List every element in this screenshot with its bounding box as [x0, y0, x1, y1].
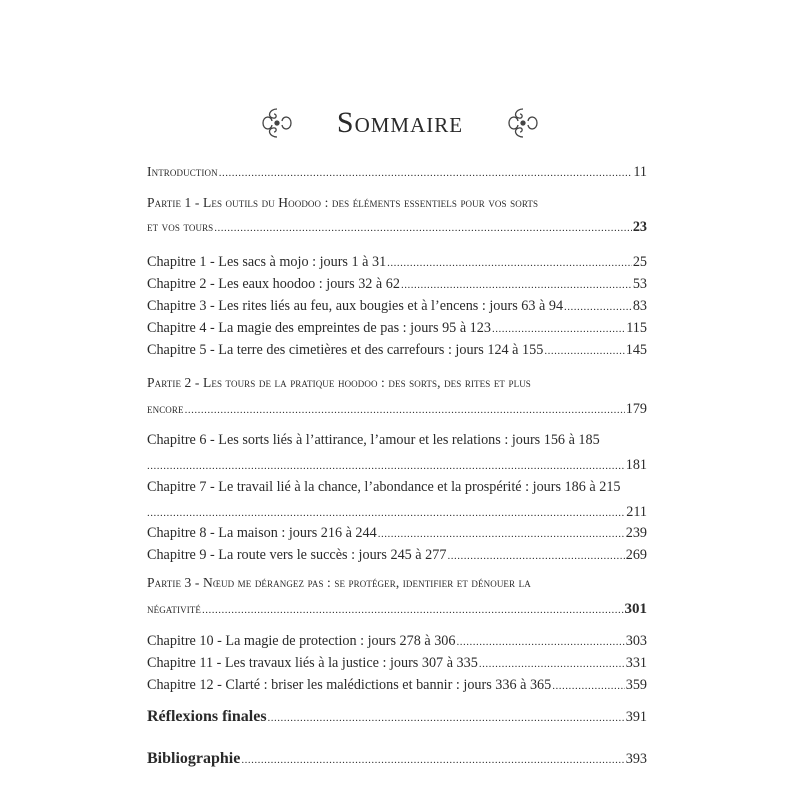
page-number: 211 — [626, 504, 647, 520]
entry-label: Chapitre 4 - La magie des empreintes de pas : jours 95 à 123 — [147, 320, 491, 336]
toc-entry-partie-3[interactable] — [147, 574, 647, 619]
leader-dots — [147, 457, 625, 475]
leader-dots — [544, 342, 624, 360]
entry-label: Chapitre 10 - La magie de protection : jours 278 à 306 — [147, 633, 456, 649]
entry-label: Chapitre 7 - Le travail lié à la chance, l’abondance et la prospérité : jours 186 à 215 — [147, 479, 621, 495]
page-number: 301 — [624, 601, 647, 617]
leader-dots — [401, 276, 632, 294]
page-number: 11 — [633, 164, 647, 180]
leader-dots — [219, 164, 633, 182]
leader-dots — [268, 709, 625, 727]
toc-entry-chapitre-10[interactable] — [147, 632, 647, 651]
toc-entry-chapitre-5[interactable] — [147, 341, 647, 360]
part-title-line1: Les tours de la pratique hoodoo : des sorts, des rites et plus — [203, 375, 531, 390]
part-title-line2: négativité — [147, 601, 201, 616]
page-number: 239 — [625, 525, 647, 541]
entry-label: Introduction — [147, 164, 218, 179]
page-number: 115 — [626, 320, 647, 336]
entry-label: Chapitre 6 - Les sorts liés à l’attirance, l’amour et les relations : jours 156 à 185 — [147, 432, 600, 448]
page-number: 145 — [625, 342, 647, 358]
leader-dots — [492, 320, 625, 338]
page-number: 53 — [632, 276, 647, 292]
page-number: 303 — [625, 633, 647, 649]
part-prefix: Partie 3 - — [147, 575, 200, 590]
flourish-left-icon — [259, 105, 295, 141]
toc-entry-chapitre-12[interactable] — [147, 676, 647, 695]
toc-entry-chapitre-2[interactable] — [147, 275, 647, 294]
entry-label: Chapitre 1 - Les sacs à mojo : jours 1 à 31 — [147, 254, 387, 270]
page-number: 269 — [625, 547, 647, 563]
leader-dots — [564, 298, 632, 316]
page-number: 391 — [625, 709, 647, 725]
flourish-right-icon — [505, 105, 541, 141]
page-number: 23 — [632, 219, 647, 235]
leader-dots — [457, 633, 625, 651]
leader-dots — [147, 504, 625, 522]
leader-dots — [387, 254, 632, 272]
page-number: 25 — [632, 254, 647, 270]
toc-entry-chapitre-6[interactable] — [147, 431, 647, 475]
page-number: 359 — [625, 677, 647, 693]
toc-entry-chapitre-11[interactable] — [147, 654, 647, 673]
entry-label: Bibliographie — [147, 750, 241, 767]
part-title-line2: et vos tours — [147, 219, 214, 234]
page-title: Sommaire — [336, 106, 464, 139]
entry-label: Chapitre 12 - Clarté : briser les malédictions et bannir : jours 336 à 365 — [147, 677, 552, 693]
leader-dots — [552, 677, 624, 695]
toc-entry-bibliographie[interactable] — [147, 750, 647, 769]
leader-dots — [241, 751, 624, 769]
toc-entry-chapitre-3[interactable] — [147, 297, 647, 316]
page-number: 83 — [632, 298, 647, 314]
toc-entry-introduction[interactable] — [147, 163, 647, 182]
leader-dots — [214, 219, 632, 237]
toc-entry-partie-2[interactable] — [147, 374, 647, 419]
toc-entry-reflexions-finales[interactable] — [147, 708, 647, 727]
toc-entry-chapitre-7[interactable] — [147, 478, 647, 522]
part-title-line1: Nœud me dérangez pas : se protéger, identifier et dénouer la — [203, 575, 531, 590]
toc-entry-partie-1[interactable] — [147, 194, 647, 237]
toc-entry-chapitre-1[interactable] — [147, 253, 647, 272]
page-number: 331 — [625, 655, 647, 671]
part-title-line2: encore — [147, 401, 184, 416]
entry-label: Chapitre 9 - La route vers le succès : jours 245 à 277 — [147, 547, 447, 563]
entry-label: Chapitre 11 - Les travaux liés à la justice : jours 307 à 335 — [147, 655, 478, 671]
leader-dots — [185, 401, 625, 419]
leader-dots — [202, 601, 624, 619]
entry-label: Chapitre 5 - La terre des cimetières et des carrefours : jours 124 à 155 — [147, 342, 544, 358]
part-title-line1: Les outils du Hoodoo : des éléments essentiels pour vos sorts — [203, 195, 539, 210]
title-row — [0, 98, 800, 148]
entry-label: Chapitre 8 - La maison : jours 216 à 244 — [147, 525, 377, 541]
leader-dots — [479, 655, 625, 673]
page-number: 393 — [625, 751, 647, 767]
entry-label: Réflexions finales — [147, 708, 267, 725]
page-number: 179 — [625, 401, 647, 417]
part-prefix: Partie 1 - — [147, 195, 200, 210]
toc-entry-chapitre-9[interactable] — [147, 546, 647, 565]
entry-label: Chapitre 3 - Les rites liés au feu, aux bougies et à l’encens : jours 63 à 94 — [147, 298, 564, 314]
page-number: 181 — [625, 457, 647, 473]
entry-label: Chapitre 2 - Les eaux hoodoo : jours 32 à 62 — [147, 276, 400, 292]
leader-dots — [378, 525, 625, 543]
part-prefix: Partie 2 - — [147, 375, 200, 390]
leader-dots — [447, 547, 624, 565]
toc-entry-chapitre-4[interactable] — [147, 319, 647, 338]
toc-entry-chapitre-8[interactable] — [147, 524, 647, 543]
